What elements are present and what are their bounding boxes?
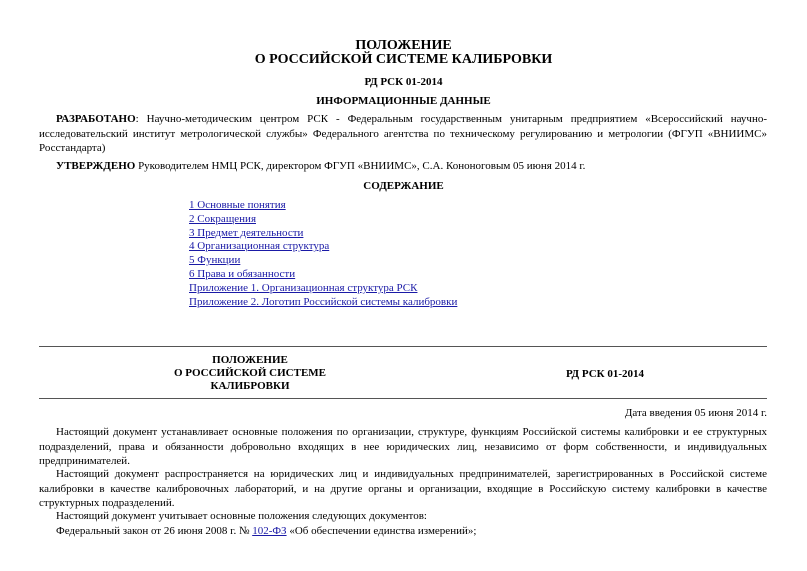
toc-link-appendix-1[interactable]: Приложение 1. Организационная структура РСК — [189, 281, 418, 294]
law-link[interactable]: 102-ФЗ — [252, 525, 287, 537]
toc-link-basic-concepts[interactable]: 1 Основные понятия — [189, 199, 286, 211]
doc-header-title — [150, 354, 350, 393]
title-line-2: О РОССИЙСКОЙ СИСТЕМЕ КАЛИБРОВКИ — [254, 52, 553, 67]
table-of-contents — [189, 199, 457, 309]
developed-text: : Научно-методическим центром РСК - Федеральным государственным унитарным предприятием «Всероссийский научно-исследовательский институт метрологической службы» Федерального агентства по техническому регулированию и метрологии (ФГУП «ВНИИМС» Росстандарта) — [39, 113, 767, 154]
approved-paragraph — [39, 159, 767, 174]
toc-link-subject[interactable]: 3 Предмет деятельности — [189, 226, 304, 239]
developed-label: РАЗРАБОТАНО — [56, 113, 136, 125]
paragraph-2: Настоящий документ распространяется на юридических лиц и индивидуальных предпринимателей, зарегистрированных в Российской системе калибровки в качестве калибровочных лабораторий, и на другие органы и организации, входящие в Российскую систему калибровки в качестве структурных подразделений. — [39, 468, 767, 509]
divider-bottom — [39, 398, 767, 399]
title-line-1: ПОЛОЖЕНИЕ — [355, 38, 452, 53]
approved-text: Руководителем НМЦ РСК, директором ФГУП «ВНИИМС», С.А. Кононоговым 05 июня 2014 г. — [135, 160, 586, 172]
toc-link-functions[interactable]: 5 Функции — [189, 254, 241, 267]
doc-header-line-2: О РОССИЙСКОЙ СИСТЕМЕ — [174, 367, 326, 379]
toc-link-org-structure[interactable]: 4 Организационная структура — [189, 240, 330, 253]
paragraph-1: Настоящий документ устанавливает основные положения по организации, структуре, функциям Российской системы калибровки и ее структурных подразделений, права и обязанности добровольно входящих в нее юридических лиц, независимо от форм собственности, и индивидуальных предпринимателей. — [39, 426, 767, 467]
toc-link-abbreviations[interactable]: 2 Сокращения — [189, 212, 256, 225]
toc-link-appendix-2[interactable]: Приложение 2. Логотип Российской системы калибровки — [189, 295, 458, 308]
info-heading: ИНФОРМАЦИОННЫЕ ДАННЫЕ — [316, 95, 491, 107]
toc-heading: СОДЕРЖАНИЕ — [363, 180, 444, 192]
doc-code: РД РСК 01-2014 — [364, 76, 443, 88]
doc-header-line-3: КАЛИБРОВКИ — [210, 380, 290, 392]
divider-top — [39, 346, 767, 347]
paragraph-4-pre: Федеральный закон от 26 июня 2008 г. № — [56, 525, 253, 537]
approved-label: УТВЕРЖДЕНО — [56, 160, 136, 172]
toc-link-rights[interactable]: 6 Права и обязанности — [189, 267, 296, 280]
developed-paragraph — [39, 112, 767, 156]
doc-header-code: РД РСК 01-2014 — [566, 368, 645, 380]
paragraph-4 — [39, 524, 767, 539]
paragraph-4-post: «Об обеспечении единства измерений»; — [286, 525, 477, 537]
paragraph-3: Настоящий документ учитывает основные положения следующих документов: — [56, 510, 427, 522]
doc-header-line-1: ПОЛОЖЕНИЕ — [212, 354, 288, 366]
introduction-date: Дата введения 05 июня 2014 г. — [624, 407, 767, 419]
